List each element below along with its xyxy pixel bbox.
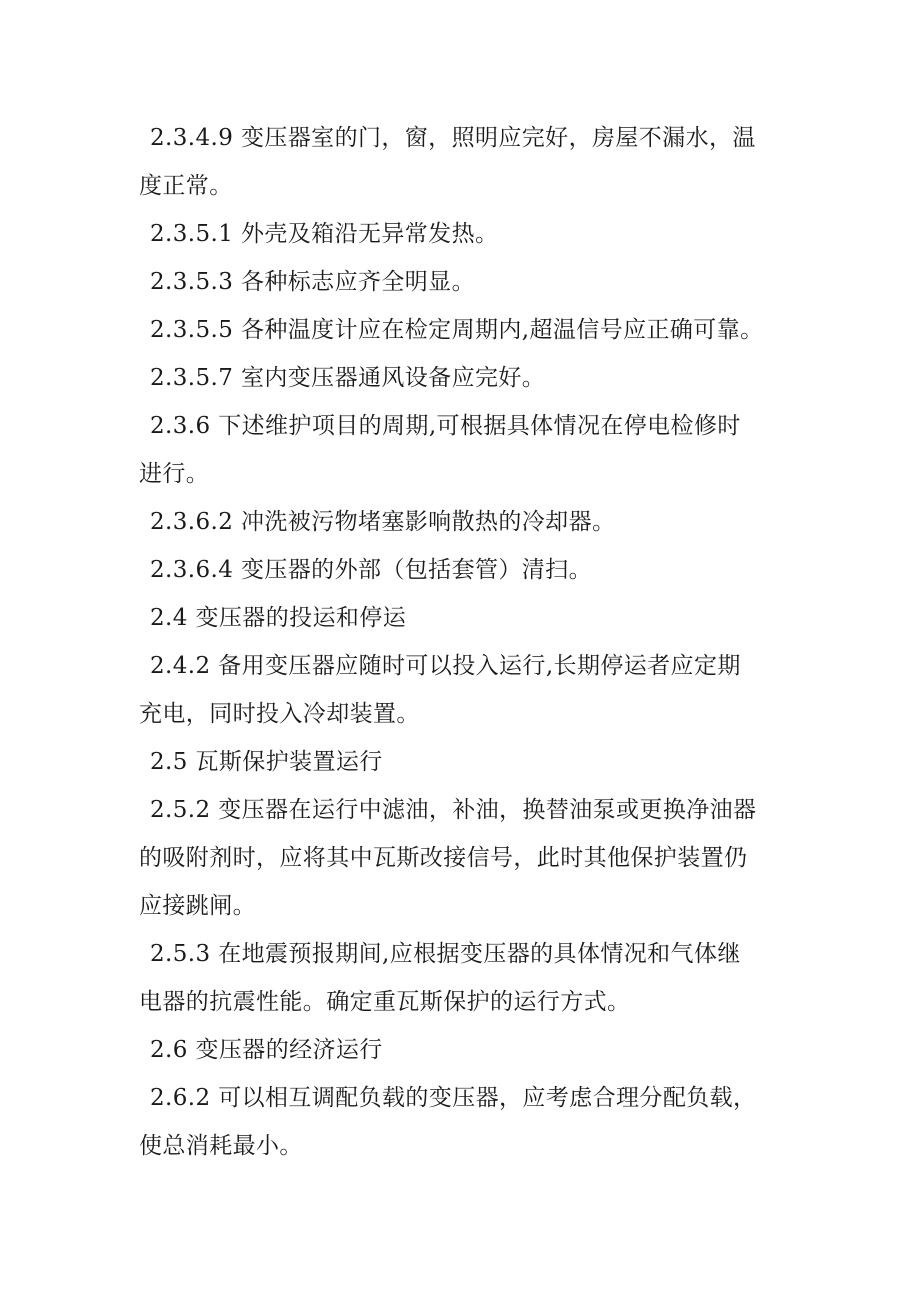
paragraph-2-3-4-9 (139, 114, 799, 210)
paragraph-2-3-6-4 (139, 546, 799, 594)
paragraph-line: 2.5.3 在地震预报期间,应根据变压器的具体情况和气体继 (150, 941, 741, 967)
paragraph-line: 使总消耗最小。 (139, 1133, 303, 1159)
paragraph-line: 的吸附剂时，应将其中瓦斯改接信号，此时其他保护装置仍 (139, 845, 748, 871)
paragraph-line: 2.5 瓦斯保护装置运行 (150, 749, 383, 775)
paragraph-line: 2.4.2 备用变压器应随时可以投入运行,长期停运者应定期 (150, 653, 741, 679)
paragraph-2-3-5-3 (139, 258, 799, 306)
paragraph-line: 2.3.4.9 变压器室的门，窗，照明应完好，房屋不漏水，温 (150, 125, 756, 151)
paragraph-2-4-2 (139, 642, 799, 738)
paragraph-line: 2.4 变压器的投运和停运 (150, 605, 407, 631)
paragraph-line: 2.3.5.5 各种温度计应在检定周期内,超温信号应正确可靠。 (150, 317, 764, 343)
paragraph-line: 2.3.5.7 室内变压器通风设备应完好。 (150, 365, 546, 391)
heading-2-4 (139, 594, 799, 642)
paragraph-line: 2.3.5.3 各种标志应齐全明显。 (150, 269, 475, 295)
paragraph-line: 2.6 变压器的经济运行 (150, 1037, 383, 1063)
paragraph-line: 2.3.5.1 外壳及箱沿无异常发热。 (150, 221, 499, 247)
paragraph-2-5-2 (139, 786, 799, 930)
paragraph-line: 2.3.6.4 变压器的外部（包括套管）清扫。 (150, 557, 592, 583)
heading-2-6 (139, 1026, 799, 1074)
paragraph-2-6-2 (139, 1074, 799, 1170)
paragraph-line: 充电，同时投入冷却装置。 (139, 701, 420, 727)
paragraph-2-5-3 (139, 930, 799, 1026)
paragraph-2-3-5-7 (139, 354, 799, 402)
paragraph-line: 2.6.2 可以相互调配负载的变压器，应考虑合理分配负载， (150, 1085, 757, 1111)
paragraph-2-3-5-5 (139, 306, 799, 354)
paragraph-line: 度正常。 (139, 173, 233, 199)
paragraph-line: 2.3.6 下述维护项目的周期,可根据具体情况在停电检修时 (150, 413, 741, 439)
paragraph-2-3-6-2 (139, 498, 799, 546)
paragraph-2-3-6 (139, 402, 799, 498)
heading-2-5 (139, 738, 799, 786)
paragraph-line: 电器的抗震性能。确定重瓦斯保护的运行方式。 (139, 989, 631, 1015)
document-body (139, 114, 799, 1170)
paragraph-line: 2.3.6.2 冲洗被污物堵塞影响散热的冷却器。 (150, 509, 616, 535)
paragraph-line: 进行。 (139, 461, 210, 487)
paragraph-2-3-5-1 (139, 210, 799, 258)
paragraph-line: 应接跳闸。 (139, 893, 256, 919)
paragraph-line: 2.5.2 变压器在运行中滤油，补油，换替油泵或更换净油器 (150, 797, 757, 823)
